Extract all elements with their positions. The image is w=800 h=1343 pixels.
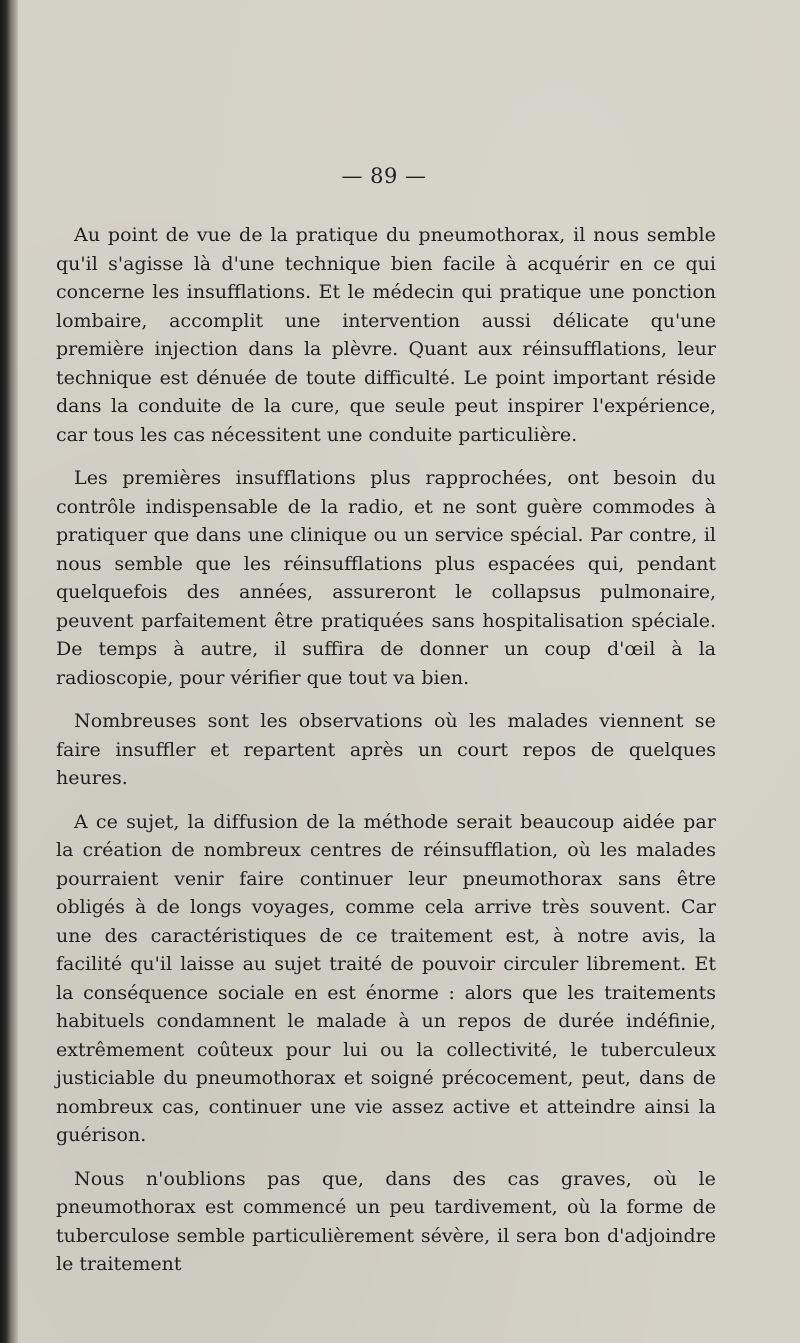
paragraph-4: A ce sujet, la diffusion de la méthode serait beaucoup aidée par la création de nombreux centres de réinsufflation, où les malades pourraient venir faire continuer leur pneumothorax sans être obligés à de longs voyages, comme cela arrive très souvent. Car une des caractéristiques de ce traitement est, à notre avis, la facilité qu'il laisse au sujet traité de pouvoir circuler librement. Et la conséquence sociale en est énorme : alors que les traitements habituels condamnent le malade à un repos de durée indéfinie, extrêmement coûteux pour lui ou la collectivité, le tuberculeux justiciable du pneumothorax et soigné précocement, peut, dans de nombreux cas, continuer une vie assez active et atteindre ainsi la guérison. (56, 810, 716, 1146)
page-number: — 89 — (341, 164, 427, 188)
paragraph-3: Nombreuses sont les observations où les malades viennent se faire insuffler et repartent après un court repos de quelques heures. (56, 710, 716, 789)
paragraph-5: Nous n'oublions pas que, dans des cas graves, où le pneumothorax est commencé un peu tardivement, où la forme de tuberculose semble particulièrement sévère, il sera bon d'adjoindre le traitement (56, 1167, 716, 1275)
paragraph-2: Les premières insufflations plus rapprochées, ont besoin du contrôle indispensable de la radio, et ne sont guère commodes à pratiquer que dans une clinique ou un service spécial. Par contre, il nous semble que les réinsufflations plus espacées qui, pendant quelquefois des années, assureront le collapsus pulmonaire, peuvent parfaitement être pratiquées sans hospitalisation spéciale. De temps à autre, il suffira de donner un coup d'œil à la radioscopie, pour vérifier que tout va bien. (56, 467, 716, 689)
book-binding-edge (0, 0, 18, 1343)
paragraph-1: Au point de vue de la pratique du pneumothorax, il nous semble qu'il s'agisse là d'une technique bien facile à acquérir en ce qui concerne les insufflations. Et le médecin qui pratique une ponction lombaire, accomplit une intervention aussi délicate qu'une première injection dans la plèvre. Quant aux réinsufflations, leur technique est dénuée de toute difficulté. Le point important réside dans la conduite de la cure, que seule peut inspirer l'expérience, car tous les cas nécessitent une conduite particulière. (56, 224, 716, 446)
body-text (56, 221, 716, 1279)
